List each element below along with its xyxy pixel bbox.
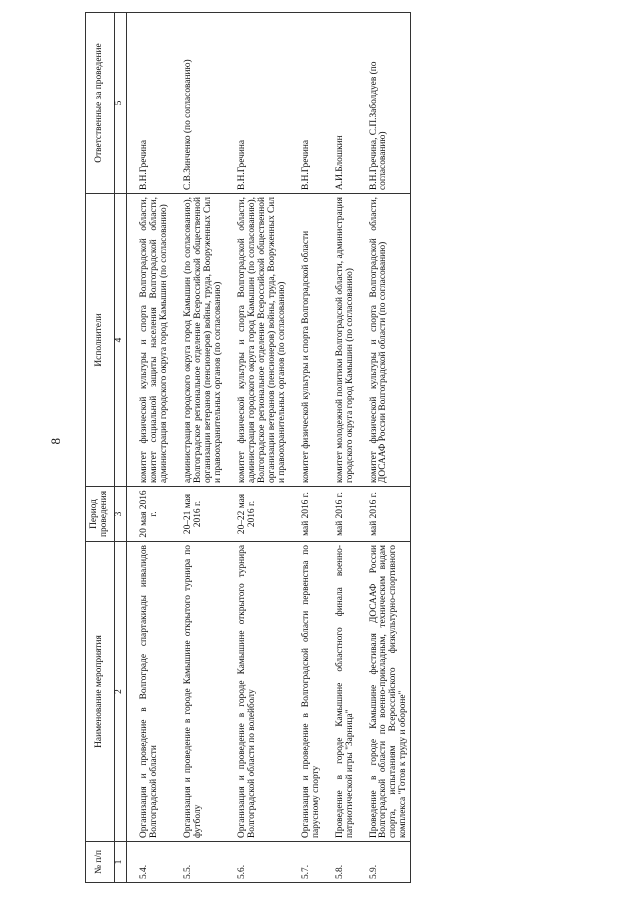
event-name: Проведение в городе Камышине областного финала военно-патриотической игры "Зарница" (335, 542, 357, 842)
row-number: 5.8. (335, 842, 357, 883)
row-number: 5.6. (237, 842, 289, 883)
event-performers: администрация городского округа город Камышин (по согласованию), Волгоградское региональное отделение Всероссийской общественной организации ветеранов (пенсионеров) войны, труда, Вооруженных Сил и правоохранительных органов (по согласованию) (183, 194, 225, 487)
event-performers: комитет физической культуры и спорта Волгоградской области, комитет социальной защиты населения Волгоградской области, администрация городского округа город Камышин (по согласованию) (139, 194, 171, 487)
event-period: май 2016 г. (301, 487, 323, 542)
event-performers: комитет молодежной политики Волгоградской области, администрация городского округа город Камышин (по согласованию) (335, 194, 357, 487)
event-period: 20–22 мая 2016 г. (237, 487, 289, 542)
event-responsible: А.И.Блошкин (335, 13, 357, 194)
header-period: Период проведения (86, 487, 115, 542)
header-performers: Исполнители (86, 194, 115, 487)
event-name: Организация и проведение в городе Камышине открытого турнира по футболу (183, 542, 225, 842)
event-name: Организация и проведение в городе Камышине открытого турнира Волгоградской области по волейболу (237, 542, 289, 842)
table-row (183, 13, 225, 883)
column-number: 3 (115, 487, 127, 542)
header-event: Наименование мероприятия (86, 542, 115, 842)
event-performers: комитет физической культуры и спорта Волгоградской области, администрация городского округа город Камышин (по согласованию), Волгоградское региональное отделение Всероссийской общественной организации ветеранов (пенсионеров) войны, труда, Вооруженных Сил и правоохранительных органов (по согласованию) (237, 194, 289, 487)
event-period: май 2016 г. (369, 487, 411, 542)
page-number: 8 (48, 438, 63, 445)
event-name: Проведение в городе Камышине фестиваля ДОСААФ России Волгоградской области по военно-прикладным, техническим видам спорта, испытаниям Всероссийского физкультурно-спортивного комплекса "Готов к труду и обороне" (369, 542, 411, 842)
row-number: 5.4. (139, 842, 171, 883)
header-num: № п/п (86, 842, 115, 883)
event-name: Организация и проведение в Волгограде спартакиады инвалидов Волгоградской области (139, 542, 171, 842)
event-period: май 2016 г. (335, 487, 357, 542)
rotated-page (85, 13, 553, 883)
event-name: Организация и проведение в Волгоградской области первенства по парусному спорту (301, 542, 323, 842)
table-row (237, 13, 289, 883)
event-performers: комитет физической культуры и спорта Волгоградской области, ДОСААФ России Волгоградской области (по согласованию) (369, 194, 411, 487)
event-responsible: С.В.Зинченко (по согласованию) (183, 13, 225, 194)
column-number: 5 (115, 13, 127, 194)
event-period: 20 мая 2016 г. (139, 487, 171, 542)
column-number: 1 (115, 842, 127, 883)
event-responsible: В.Н.Гречина, С.П.Заболдуев (по согласованию) (369, 13, 411, 194)
event-responsible: В.Н.Гречина (139, 13, 171, 194)
header-responsible: Ответственные за проведение (86, 13, 115, 194)
table-row (369, 13, 411, 883)
event-period: 20–21 мая 2016 г. (183, 487, 225, 542)
event-responsible: В.Н.Гречина (301, 13, 323, 194)
events-table (85, 12, 411, 883)
row-number: 5.9. (369, 842, 411, 883)
column-number: 2 (115, 542, 127, 842)
column-number: 4 (115, 194, 127, 487)
row-number: 5.5. (183, 842, 225, 883)
table-row (335, 13, 357, 883)
table-row (301, 13, 323, 883)
row-number: 5.7. (301, 842, 323, 883)
table-row (139, 13, 171, 883)
event-responsible: В.Н.Гречина (237, 13, 289, 194)
event-performers: комитет физической культуры и спорта Волгоградской области (301, 194, 323, 487)
